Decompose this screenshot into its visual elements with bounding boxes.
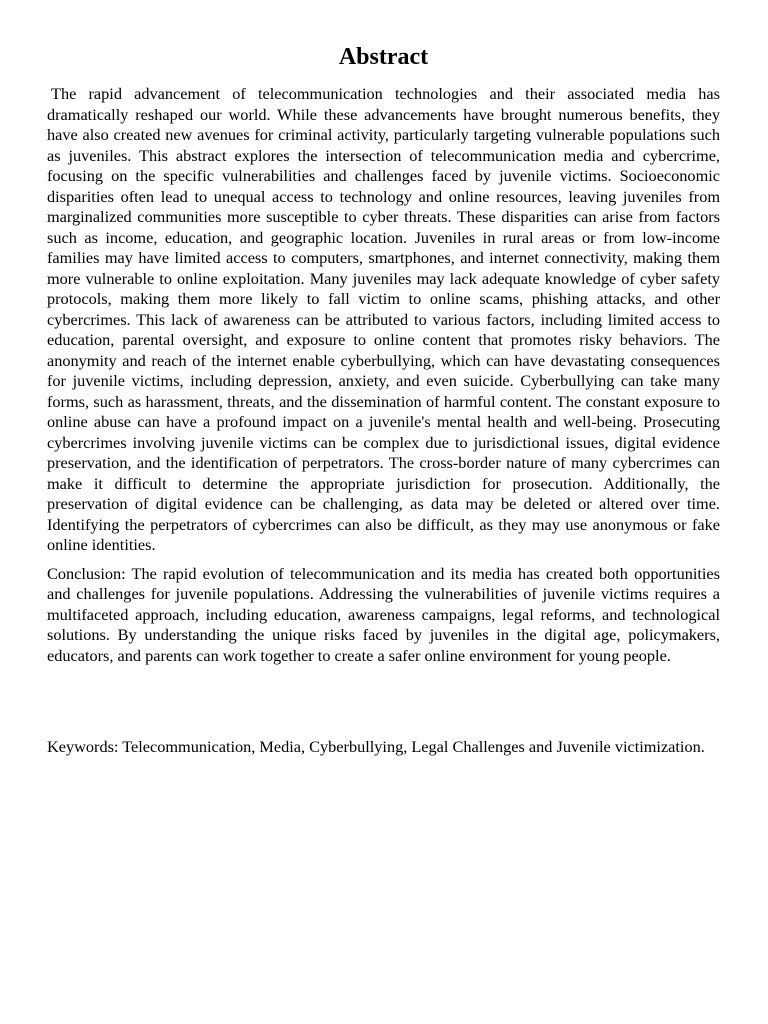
keywords-paragraph: Keywords: Telecommunication, Media, Cyberbullying, Legal Challenges and Juvenile victimization.	[47, 737, 705, 756]
document-page	[47, 40, 720, 758]
conclusion-paragraph: Conclusion: The rapid evolution of telecommunication and its media has created both opportunities and challenges for juvenile populations. Addressing the vulnerabilities of juvenile victims requires a multifaceted approach, including education, awareness campaigns, legal reforms, and technological solutions. By understanding the unique risks faced by juveniles in the digital age, policymakers, educators, and parents can work together to create a safer online environment for young people.	[47, 563, 720, 665]
abstract-paragraph: The rapid advancement of telecommunication technologies and their associated media has dramatically reshaped our world. While these advancements have brought numerous benefits, they have also created new avenues for criminal activity, particularly targeting vulnerable populations such as juveniles. This abstract explores the intersection of telecommunication media and cybercrime, focusing on the specific vulnerabilities and challenges faced by juvenile victims. Socioeconomic disparities often lead to unequal access to technology and online resources, leaving juveniles from marginalized communities more susceptible to cyber threats. These disparities can arise from factors such as income, education, and geographic location. Juveniles in rural areas or from low-income families may have limited access to computers, smartphones, and internet connectivity, making them more vulnerable to online exploitation. Many juveniles may lack adequate knowledge of cyber safety protocols, making them more likely to fall victim to online scams, phishing attacks, and other cybercrimes. This lack of awareness can be attributed to various factors, including limited access to education, parental oversight, and exposure to online content that promotes risky behaviors. The anonymity and reach of the internet enable cyberbullying, which can have devastating consequences for juvenile victims, including depression, anxiety, and even suicide. Cyberbullying can take many forms, such as harassment, threats, and the dissemination of harmful content. The constant exposure to online abuse can have a profound impact on a juvenile's mental health and well-being. Prosecuting cybercrimes involving juvenile victims can be complex due to jurisdictional issues, digital evidence preservation, and the identification of perpetrators. The cross-border nature of many cybercrimes can make it difficult to determine the appropriate jurisdiction for prosecution. Additionally, the preservation of digital evidence can be challenging, as data may be deleted or altered over time. Identifying the perpetrators of cybercrimes can also be difficult, as they may use anonymous or fake online identities.	[47, 84, 720, 554]
page-title: Abstract	[338, 44, 429, 70]
